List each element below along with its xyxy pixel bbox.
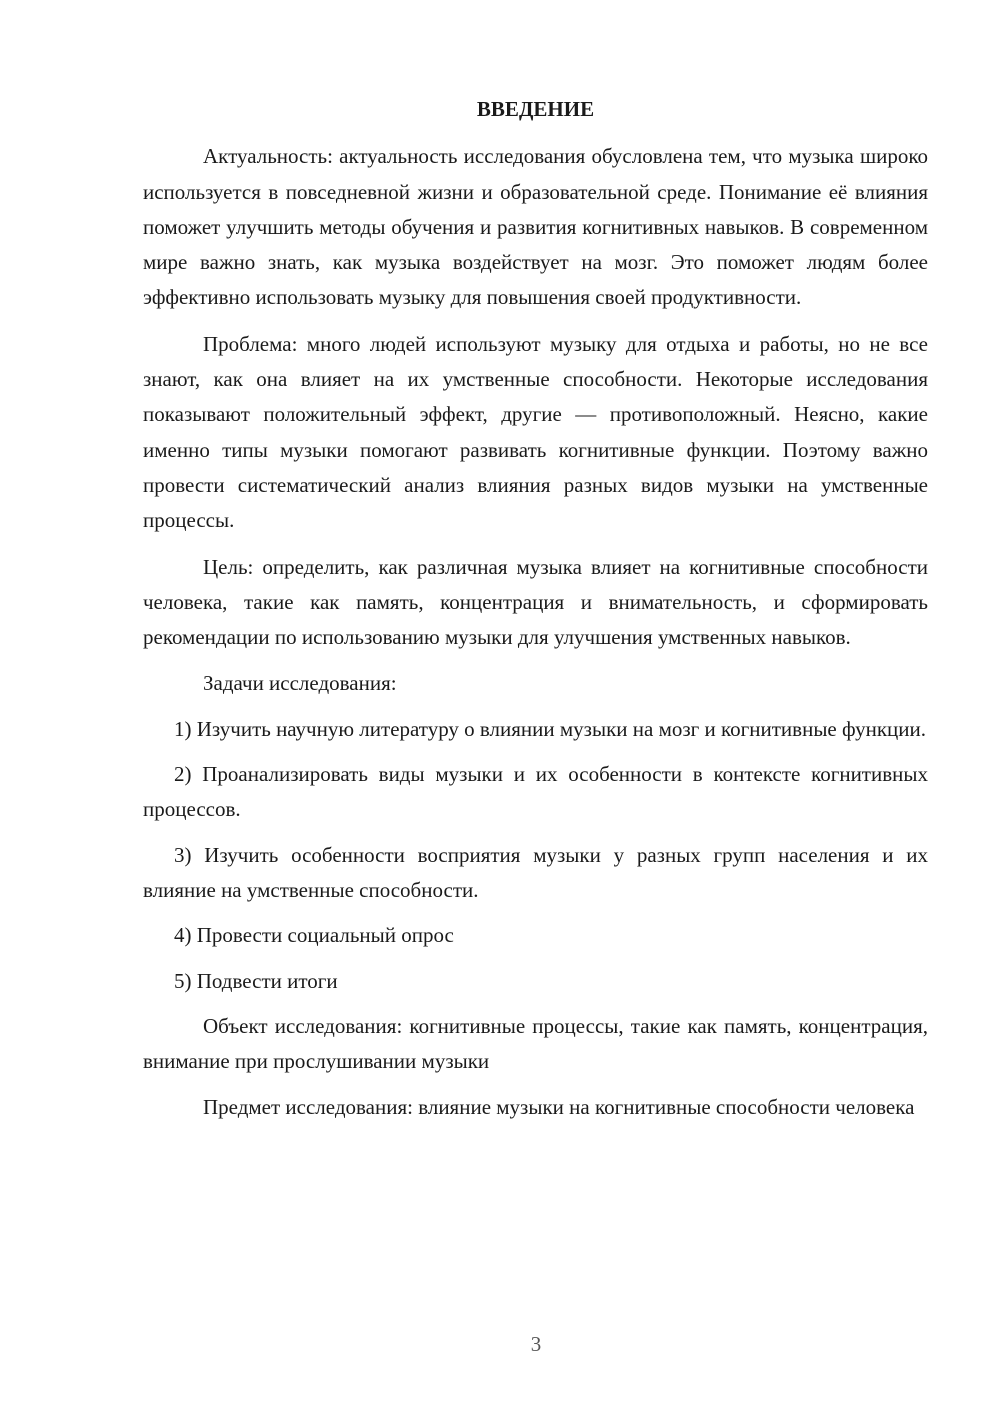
page-title: ВВЕДЕНИЕ [476,97,595,121]
task-item-1: 1) Изучить научную литературу о влиянии музыки на мозг и когнитивные функции. [174,716,926,741]
paragraph-object: Объект исследования: когнитивные процессы, такие как память, концентрация, внимание при прослушивании музыки [143,1013,928,1074]
paragraph-relevance: Актуальность: актуальность исследования обусловлена тем, что музыка широко используется в повседневной жизни и образовательной среде. Понимание её влияния поможет улучшить методы обучения и развития когнитивных навыков. В современном мире важно знать, как музыка воздействует на мозг. Это поможет людям более эффективно использовать музыку для повышения своей продуктивности. [143,144,928,310]
paragraph-subject: Предмет исследования: влияние музыки на когнитивные способности человека [203,1095,915,1120]
task-item-3: 3) Изучить особенности восприятия музыки у разных групп населения и их влияние на умственные способности. [143,842,928,902]
task-item-2: 2) Проанализировать виды музыки и их особенности в контексте когнитивных процессов. [143,762,928,822]
task-item-4: 4) Провести социальный опрос [174,923,454,948]
document-page [143,92,928,1137]
task-item-5: 5) Подвести итоги [174,968,338,993]
tasks-heading: Задачи исследования: [203,671,397,696]
paragraph-goal: Цель: определить, как различная музыка влияет на когнитивные способности человека, такие как память, концентрация и внимательность, и сформировать рекомендации по использованию музыки для улучшения умственных навыков. [143,554,928,650]
page-number: 3 [530,1332,542,1356]
paragraph-problem: Проблема: много людей используют музыку для отдыха и работы, но не все знают, как она влияет на их умственные способности. Некоторые исследования показывают положительный эффект, другие — противоположный. Неясно, какие именно типы музыки помогают развивать когнитивные функции. Поэтому важно провести систематический анализ влияния разных видов музыки на умственные процессы. [143,331,928,533]
